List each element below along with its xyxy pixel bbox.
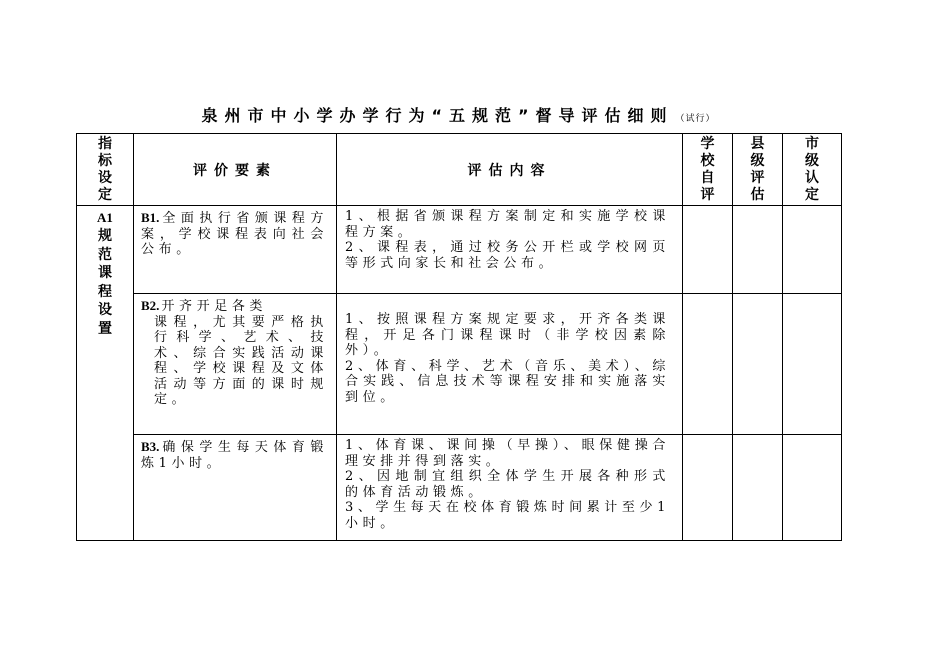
- header-elements-label: 评价要素: [193, 162, 277, 179]
- header-indicator: [77, 134, 134, 206]
- header-city-confirm: [783, 134, 842, 206]
- element-code-b3: B3.: [141, 439, 160, 454]
- content-item: 1、按照课程方案规定要求，开齐各类课程，开足各门课程课时（非学校因素除外）。: [345, 312, 670, 358]
- content-cell-b1: [337, 206, 683, 294]
- element-text-b3: 确保学生每天体育锻炼1小时。: [141, 440, 328, 471]
- header-elements: [134, 134, 337, 206]
- header-school-self-eval-label: 学校自评: [700, 135, 715, 203]
- title-note: （试行）: [675, 114, 716, 124]
- element-text-b2-first: 开齐开足各类: [161, 299, 268, 314]
- header-county-eval: [733, 134, 783, 206]
- category-name: 规范课程设置: [98, 228, 112, 337]
- content-item: 2、课程表，通过校务公开栏或学校网页等形式向家长和社会公布。: [345, 240, 670, 271]
- county-eval-cell: [733, 206, 783, 294]
- element-code-b1: B1.: [141, 210, 160, 225]
- document-title: 泉州市中小学办学行为“五规范”督导评估细则: [201, 106, 674, 125]
- element-text-b2-rest: 课程，尤其要严格执行科学、艺术、技术、综合实践活动课程、学校课程及文体活动等方面的课时规定。: [154, 314, 328, 407]
- header-city-confirm-label: 市级认定: [805, 135, 819, 203]
- content-cell-b2: [337, 294, 683, 435]
- city-confirm-cell: [783, 294, 842, 435]
- county-eval-cell: [733, 294, 783, 435]
- evaluation-table: [76, 133, 842, 541]
- header-county-eval-label: 县级评估: [750, 135, 765, 203]
- table-row: [77, 435, 842, 541]
- content-item: 1、根据省颁课程方案制定和实施学校课程方案。: [345, 209, 670, 240]
- school-self-eval-cell: [683, 294, 733, 435]
- city-confirm-cell: [783, 206, 842, 294]
- category-cell: [77, 206, 134, 541]
- content-item: 1、体育课、课间操（早操）、眼保健操合理安排并得到落实。: [345, 438, 670, 469]
- element-text-b1: 全面执行省颁课程方案，学校课程表向社会公布。: [141, 211, 328, 257]
- header-row: [77, 134, 842, 206]
- table-row: [77, 294, 842, 435]
- city-confirm-cell: [783, 435, 842, 541]
- content-item: 3、学生每天在校体育锻炼时间累计至少1小时。: [345, 500, 670, 531]
- element-cell-b2: [134, 294, 337, 435]
- category-code: A1: [97, 210, 113, 225]
- content-cell-b3: [337, 435, 683, 541]
- school-self-eval-cell: [683, 206, 733, 294]
- header-school-self-eval: [683, 134, 733, 206]
- element-cell-b3: [134, 435, 337, 541]
- content-item: 2、体育、科学、艺术（音乐、美术）、综合实践、信息技术等课程安排和实施落实到位。: [345, 358, 670, 405]
- element-cell-b1: [134, 206, 337, 294]
- header-content: [337, 134, 683, 206]
- content-item: 2、因地制宜组织全体学生开展各种形式的体育活动锻炼。: [345, 469, 670, 500]
- county-eval-cell: [733, 435, 783, 541]
- school-self-eval-cell: [683, 435, 733, 541]
- element-code-b2: B2.: [141, 298, 160, 313]
- table-row: [77, 206, 842, 294]
- header-content-label: 评估内容: [467, 162, 552, 179]
- header-indicator-label: 指标设定: [98, 135, 112, 203]
- document-title-block: [76, 103, 841, 129]
